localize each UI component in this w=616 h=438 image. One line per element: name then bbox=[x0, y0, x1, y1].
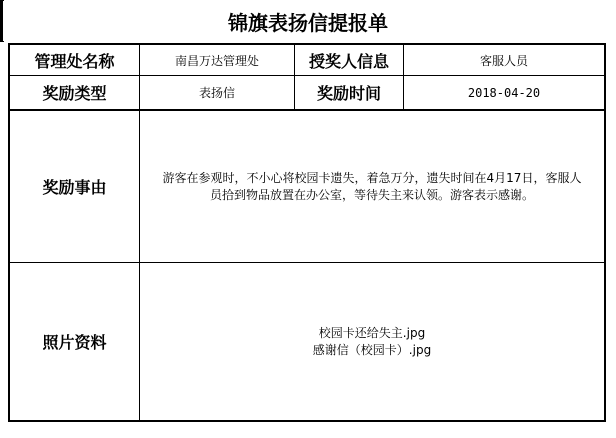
attachment-link[interactable]: 感谢信（校园卡）.jpg bbox=[312, 342, 432, 357]
awardee-value[interactable]: 客服人员 bbox=[479, 53, 528, 68]
award-time-value[interactable]: 2018-04-20 bbox=[467, 85, 541, 100]
awardee-label: 授奖人信息 bbox=[308, 51, 389, 71]
reason-label: 奖励事由 bbox=[42, 178, 107, 197]
photos-attachments bbox=[140, 263, 604, 420]
award-type-value[interactable]: 表扬信 bbox=[198, 86, 235, 100]
award-time-label: 奖励时间 bbox=[316, 84, 381, 103]
dept-label: 管理处名称 bbox=[34, 51, 115, 71]
table-border-right bbox=[604, 43, 606, 422]
reason-line-2: 员拾到物品放置在办公室，等待失主来认领。游客表示感谢。 bbox=[209, 187, 534, 202]
reason-line-1: 游客在参观时，不小心将校园卡遗失，着急万分，遗失时间在4月17日，客服人 bbox=[162, 170, 582, 185]
photos-label: 照片资料 bbox=[42, 333, 107, 352]
dept-value[interactable]: 南昌万达管理处 bbox=[174, 53, 259, 68]
award-type-label: 奖励类型 bbox=[42, 84, 107, 103]
table-border-bottom bbox=[8, 420, 606, 422]
reason-text[interactable] bbox=[140, 111, 604, 262]
attachment-link[interactable]: 校园卡还给失主.jpg bbox=[318, 325, 426, 340]
form-title: 锦旗表扬信提报单 bbox=[228, 10, 388, 35]
